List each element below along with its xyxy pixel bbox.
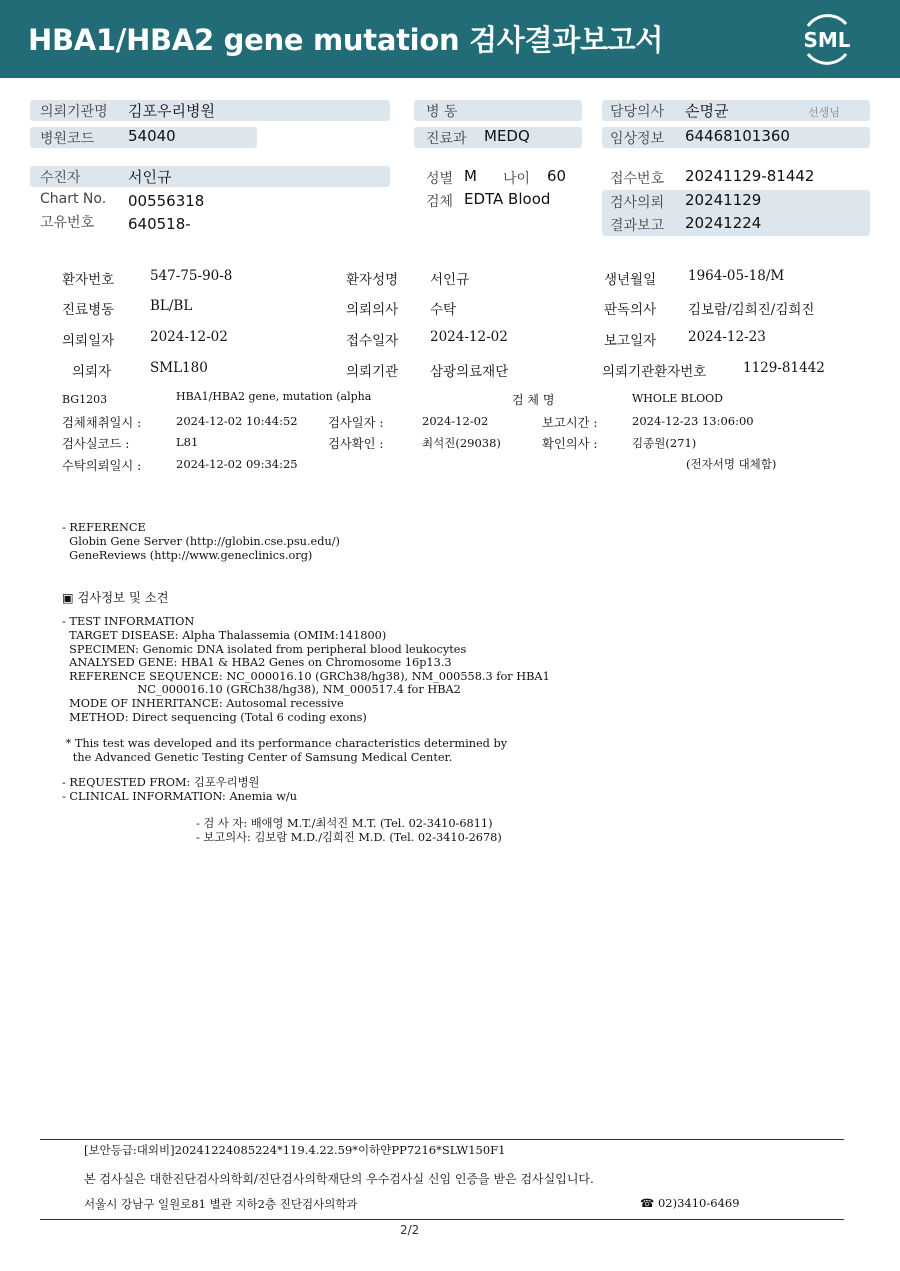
detail-value: BL/BL xyxy=(150,298,193,314)
ward-label: 병 동 xyxy=(426,104,458,120)
specimen-value: EDTA Blood xyxy=(464,190,551,208)
doctor-suffix: 선생님 xyxy=(808,106,840,119)
detail-label: 보고일자 xyxy=(604,333,657,349)
test-info-line: SPECIMEN: Genomic DNA isolated from peripheral blood leukocytes xyxy=(62,643,467,656)
institution-value: 김포우리병원 xyxy=(128,102,215,120)
detail-label: 접수일자 xyxy=(346,333,399,349)
reporttime-label: 보고시간 : xyxy=(542,416,598,430)
specimen-name-value: WHOLE BLOOD xyxy=(632,392,723,405)
hospital-code-label: 병원코드 xyxy=(40,131,95,147)
detail-value: 2024-12-02 xyxy=(430,329,508,345)
collect-value: 2024-12-02 10:44:52 xyxy=(176,414,298,428)
sex-value: M xyxy=(464,167,477,185)
logo-text: SML xyxy=(803,28,851,52)
signer-line: - 검 사 자: 배애영 M.T./최석진 M.T. (Tel. 02-3410-6811) xyxy=(196,817,493,830)
doctor-value: 손명균 xyxy=(685,102,729,120)
reference-line: - REFERENCE xyxy=(62,521,146,534)
note-line: the Advanced Genetic Testing Center of Samsung Medical Center. xyxy=(62,751,453,764)
detail-value: 547-75-90-8 xyxy=(150,268,233,284)
id-label: 고유번호 xyxy=(40,215,95,231)
request-value: 20241129 xyxy=(685,191,762,209)
request-label: 검사의뢰 xyxy=(610,195,665,211)
collect-label: 검체채취일시 : xyxy=(62,416,142,430)
test-name: HBA1/HBA2 gene, mutation (alpha xyxy=(176,390,372,403)
testdate-value: 2024-12-02 xyxy=(422,414,489,428)
doctor-label: 담당의사 xyxy=(610,104,665,120)
detail-value: SML180 xyxy=(150,360,208,376)
detail-value: 삼광의료재단 xyxy=(430,364,509,380)
detail-label: 판독의사 xyxy=(604,302,657,318)
sml-logo xyxy=(796,10,858,68)
test-info-line: - TEST INFORMATION xyxy=(62,615,195,628)
report-value: 20241224 xyxy=(685,214,762,232)
test-info-line: MODE OF INHERITANCE: Autosomal recessive xyxy=(62,697,344,710)
phone-line: ☎ 02)3410-6469 xyxy=(640,1196,740,1210)
labcode-label: 검사실코드 : xyxy=(62,437,130,451)
section-title: ▣ 검사정보 및 소견 xyxy=(62,591,169,605)
detail-label: 의뢰기관 xyxy=(346,364,399,380)
page-number: 2/2 xyxy=(400,1223,420,1237)
address-line: 서울시 강남구 일원로81 별관 지하2층 진단검사의학과 xyxy=(84,1197,358,1211)
note-line: * This test was developed and its performance characteristics determined by xyxy=(62,737,508,750)
received-label: 수탁의뢰일시 : xyxy=(62,459,142,473)
esign-note: (전자서명 대체함) xyxy=(686,457,777,471)
test-info-line: TARGET DISEASE: Alpha Thalassemia (OMIM:141800) xyxy=(62,629,387,642)
security-line: [보안등급:대외비]20241224085224*119.4.22.59*이하얀PP7216*SLW150F1 xyxy=(84,1143,506,1157)
id-value: 640518- xyxy=(128,215,191,233)
reporttime-value: 2024-12-23 13:06:00 xyxy=(632,414,754,428)
confirm-value: 최석진(29038) xyxy=(422,436,501,450)
reference-line: Globin Gene Server (http://globin.cse.psu.edu/) xyxy=(62,535,340,548)
test-info-line: ANALYSED GENE: HBA1 & HBA2 Genes on Chromosome 16p13.3 xyxy=(62,656,452,669)
age-value: 60 xyxy=(547,167,567,185)
detail-value: 서인규 xyxy=(430,272,470,288)
detail-value: 2024-12-02 xyxy=(150,329,228,345)
labcode-value: L81 xyxy=(176,435,199,449)
chart-value: 00556318 xyxy=(128,192,205,210)
detail-label: 의뢰의사 xyxy=(346,302,399,318)
sex-label: 성별 xyxy=(426,171,454,187)
dept-value: MEDQ xyxy=(484,127,530,145)
confirm-label: 검사확인 : xyxy=(328,437,384,451)
patient-value: 서인규 xyxy=(128,168,172,186)
receipt-label: 접수번호 xyxy=(610,171,665,187)
detail-label: 의뢰기관환자번호 xyxy=(602,364,707,380)
hospital-code-value: 54040 xyxy=(128,127,176,145)
test-info-line: NC_000016.10 (GRCh38/hg38), NM_000517.4 for HBA2 xyxy=(62,683,461,696)
detail-label: 환자번호 xyxy=(62,272,115,288)
report-label: 결과보고 xyxy=(610,218,665,234)
patient-band xyxy=(30,166,390,187)
detail-value: 수탁 xyxy=(430,302,457,318)
detail-label: 환자성명 xyxy=(346,272,399,288)
signer-line: - 보고의사: 김보람 M.D./김희진 M.D. (Tel. 02-3410-2678) xyxy=(196,831,502,844)
received-value: 2024-12-02 09:34:25 xyxy=(176,457,298,471)
request-info-line: - REQUESTED FROM: 김포우리병원 xyxy=(62,776,260,789)
detail-label: 진료병동 xyxy=(62,302,115,318)
report-title: HBA1/HBA2 gene mutation 검사결과보고서 xyxy=(28,23,664,57)
testdate-label: 검사일자 : xyxy=(328,416,384,430)
report-header xyxy=(0,0,900,78)
verifier-label: 확인의사 : xyxy=(542,437,598,451)
detail-value: 1129-81442 xyxy=(743,360,825,376)
chart-label: Chart No. xyxy=(40,191,107,207)
detail-label: 생년월일 xyxy=(604,272,657,288)
test-code: BG1203 xyxy=(62,393,108,406)
specimen-label: 검체 xyxy=(426,194,454,210)
detail-label: 의뢰자 xyxy=(72,364,112,380)
test-info-line: METHOD: Direct sequencing (Total 6 coding exons) xyxy=(62,711,367,724)
detail-value: 김보람/김희진/김희진 xyxy=(688,302,815,318)
test-info-line: REFERENCE SEQUENCE: NC_000016.10 (GRCh38/hg38), NM_000558.3 for HBA1 xyxy=(62,670,550,683)
certification-line: 본 검사실은 대한진단검사의학회/진단검사의학재단의 우수검사실 신임 인증을 받은 검사실입니다. xyxy=(84,1172,594,1186)
detail-value: 2024-12-23 xyxy=(688,329,766,345)
clinical-value: 64468101360 xyxy=(685,127,790,145)
verifier-value: 김종원(271) xyxy=(632,436,697,450)
detail-label: 의뢰일자 xyxy=(62,333,115,349)
dept-label: 진료과 xyxy=(426,131,467,147)
detail-value: 1964-05-18/M xyxy=(688,268,785,284)
patient-label: 수진자 xyxy=(40,170,81,186)
reference-line: GeneReviews (http://www.geneclinics.org) xyxy=(62,549,313,562)
institution-label: 의뢰기관명 xyxy=(40,104,108,120)
footer-divider-top xyxy=(40,1139,844,1140)
footer-divider-bottom xyxy=(40,1219,844,1220)
clinical-label: 임상정보 xyxy=(610,131,665,147)
specimen-name-label: 검 체 명 xyxy=(512,393,555,407)
receipt-value: 20241129-81442 xyxy=(685,167,815,185)
request-info-line: - CLINICAL INFORMATION: Anemia w/u xyxy=(62,790,297,803)
age-label: 나이 xyxy=(503,171,531,187)
